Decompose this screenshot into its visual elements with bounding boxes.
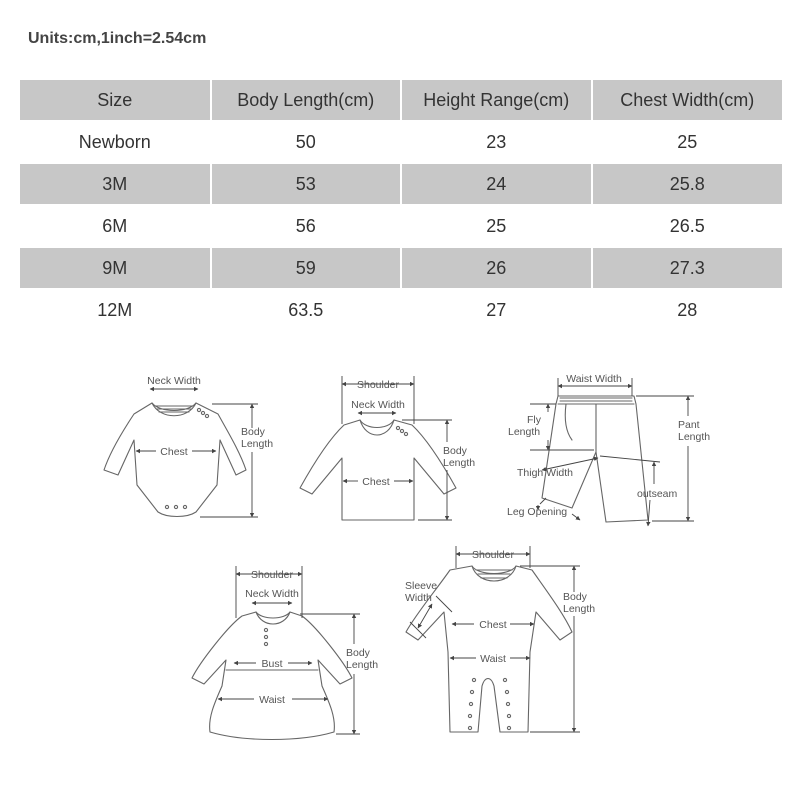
label-chest: Chest bbox=[479, 619, 507, 631]
cell-size: 3M bbox=[20, 163, 211, 205]
cell-height-range: 24 bbox=[401, 163, 592, 205]
cell-body-length: 63.5 bbox=[211, 289, 402, 331]
label-body: Body bbox=[241, 426, 265, 438]
label-chest: Chest bbox=[160, 446, 188, 458]
label-waist: Waist bbox=[480, 653, 506, 665]
table-row bbox=[20, 289, 782, 331]
label-neck-width: Neck Width bbox=[245, 588, 299, 600]
cell-height-range: 27 bbox=[401, 289, 592, 331]
units-note: Units:cm,1inch=2.54cm bbox=[28, 30, 207, 47]
label-neck-width: Neck Width bbox=[147, 375, 201, 387]
cell-chest-width: 25 bbox=[677, 131, 698, 152]
label-shoulder: Shoulder bbox=[356, 379, 400, 391]
label-length: Length bbox=[678, 431, 711, 443]
label-body: Body bbox=[346, 647, 370, 659]
cell-size: Newborn bbox=[20, 121, 211, 163]
label-body: Body bbox=[443, 445, 467, 457]
label-length: Length bbox=[563, 603, 596, 615]
bodysuit-diagram bbox=[104, 375, 273, 517]
tshirt-diagram bbox=[300, 376, 475, 520]
cell-body-length: 56 bbox=[211, 205, 402, 247]
cell-chest-width: 27.3 bbox=[592, 247, 783, 289]
pants-diagram bbox=[507, 373, 710, 526]
label-length: Length bbox=[508, 426, 541, 438]
label-length: Length bbox=[443, 457, 476, 469]
header-body-length: Body Length(cm) bbox=[211, 80, 402, 121]
cell-height-range: 25 bbox=[401, 205, 592, 247]
cell-height-range: 26 bbox=[401, 247, 592, 289]
cell-body-length: 50 bbox=[211, 121, 402, 163]
measurement-diagrams bbox=[0, 360, 800, 760]
romper-diagram bbox=[405, 546, 595, 732]
label-waist: Waist bbox=[259, 694, 285, 706]
cell-chest-width: 25.8 bbox=[592, 163, 783, 205]
header-chest-width: Chest Width(cm) bbox=[592, 80, 783, 121]
label-pant: Pant bbox=[678, 419, 700, 431]
label-fly: Fly bbox=[527, 414, 541, 426]
table-row bbox=[20, 121, 782, 163]
table-row bbox=[20, 163, 782, 205]
label-length: Length bbox=[346, 659, 379, 671]
label-outseam: outseam bbox=[637, 488, 678, 500]
label-length: Length bbox=[241, 438, 274, 450]
label-leg-opening: Leg Opening bbox=[507, 506, 568, 518]
dress-diagram bbox=[192, 566, 378, 740]
label-neck-width: Neck Width bbox=[351, 399, 405, 411]
cell-height-range: 23 bbox=[401, 121, 592, 163]
cell-chest-width: 26.5 bbox=[669, 215, 705, 236]
label-width: Width bbox=[405, 592, 432, 604]
label-chest: Chest bbox=[362, 476, 390, 488]
header-height-range: Height Range(cm) bbox=[401, 80, 592, 121]
cell-size: 12M bbox=[20, 289, 211, 331]
label-thigh-width: Thigh Width bbox=[517, 467, 574, 479]
label-body: Body bbox=[563, 591, 587, 603]
label-shoulder: Shoulder bbox=[250, 569, 294, 581]
table-row bbox=[20, 205, 782, 247]
table-row bbox=[20, 247, 782, 289]
label-waist-width: Waist Width bbox=[566, 373, 622, 385]
cell-body-length: 59 bbox=[211, 247, 402, 289]
cell-size: 9M bbox=[20, 247, 211, 289]
label-bust: Bust bbox=[261, 658, 283, 670]
table-header-row bbox=[20, 80, 782, 121]
cell-chest-width: 28 bbox=[677, 299, 698, 320]
cell-body-length: 53 bbox=[211, 163, 402, 205]
label-sleeve: Sleeve bbox=[405, 580, 438, 592]
cell-size: 6M bbox=[20, 205, 211, 247]
header-size: Size bbox=[20, 80, 211, 121]
label-shoulder: Shoulder bbox=[471, 549, 515, 561]
size-chart-table bbox=[20, 80, 782, 332]
